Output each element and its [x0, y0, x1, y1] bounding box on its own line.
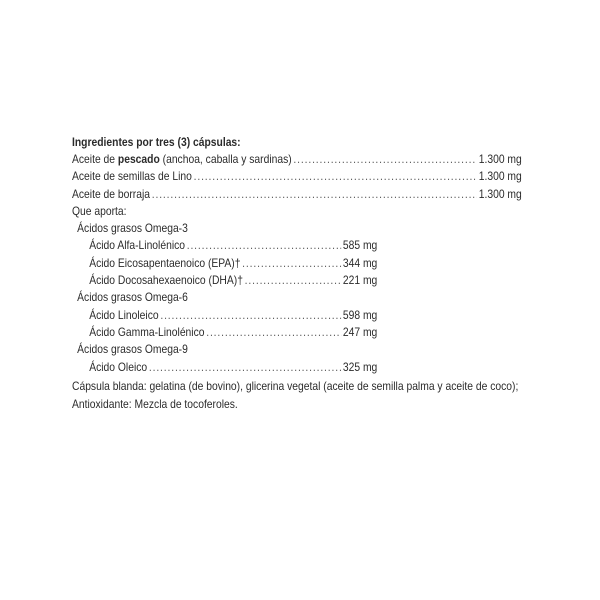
nutrient-row	[72, 255, 377, 272]
ingredient-value: 1.300 mg	[478, 169, 522, 184]
nutrient-label: Ácido Gamma-Linolénico	[89, 324, 205, 339]
nutrient-value: 221 mg	[342, 273, 378, 288]
ingredient-value: 1.300 mg	[478, 186, 522, 201]
nutrient-row	[72, 359, 377, 376]
nutrient-value: 344 mg	[342, 255, 378, 270]
nutrient-row	[72, 307, 377, 324]
leader-dots	[152, 186, 477, 203]
ingredients-panel	[72, 133, 522, 413]
nutrient-label: Ácido Oleico	[89, 359, 148, 374]
ingredient-label: Aceite de pescado (anchoa, caballa y sardinas)	[72, 152, 292, 166]
group-heading: Ácidos grasos Omega-6	[77, 290, 188, 305]
leader-dots	[245, 272, 341, 289]
nutrient-value: 598 mg	[342, 307, 378, 322]
nutrient-value: 325 mg	[342, 359, 378, 374]
nutrient-value: 585 mg	[342, 238, 378, 253]
leader-dots	[149, 359, 341, 376]
ingredient-row	[72, 168, 522, 185]
ingredient-row	[72, 186, 522, 203]
nutrient-label: Ácido Docosahexaenoico (DHA)†	[89, 273, 243, 288]
nutrient-row	[72, 237, 377, 254]
leader-dots	[206, 324, 341, 341]
ingredient-label: Aceite de borraja	[72, 186, 151, 201]
group-heading: Ácidos grasos Omega-9	[77, 342, 188, 357]
nutrient-row	[72, 324, 377, 341]
leader-dots	[160, 307, 341, 324]
leader-dots	[242, 255, 341, 272]
nutrient-label: Ácido Alfa-Linolénico	[89, 238, 186, 253]
leader-dots	[293, 151, 477, 168]
ingredient-value: 1.300 mg	[478, 152, 522, 166]
capsule-note: Cápsula blanda: gelatina (de bovino), glicerina vegetal (aceite de semilla palma y aceite de coco); Antioxidante: Mezcla de tocoferoles.	[72, 378, 519, 411]
ingredient-row	[72, 151, 522, 168]
nutrient-label: Ácido Eicosapentaenoico (EPA)†	[89, 255, 241, 270]
provides-label: Que aporta:	[72, 203, 127, 218]
ingredients-title: Ingredientes por tres (3) cápsulas:	[72, 135, 241, 149]
ingredient-label: Aceite de semillas de Lino	[72, 169, 192, 184]
group-heading: Ácidos grasos Omega-3	[77, 221, 188, 236]
leader-dots	[194, 168, 477, 185]
leader-dots	[187, 237, 341, 254]
nutrient-label: Ácido Linoleico	[89, 307, 159, 322]
nutrient-row	[72, 272, 377, 289]
nutrient-value: 247 mg	[342, 324, 378, 339]
